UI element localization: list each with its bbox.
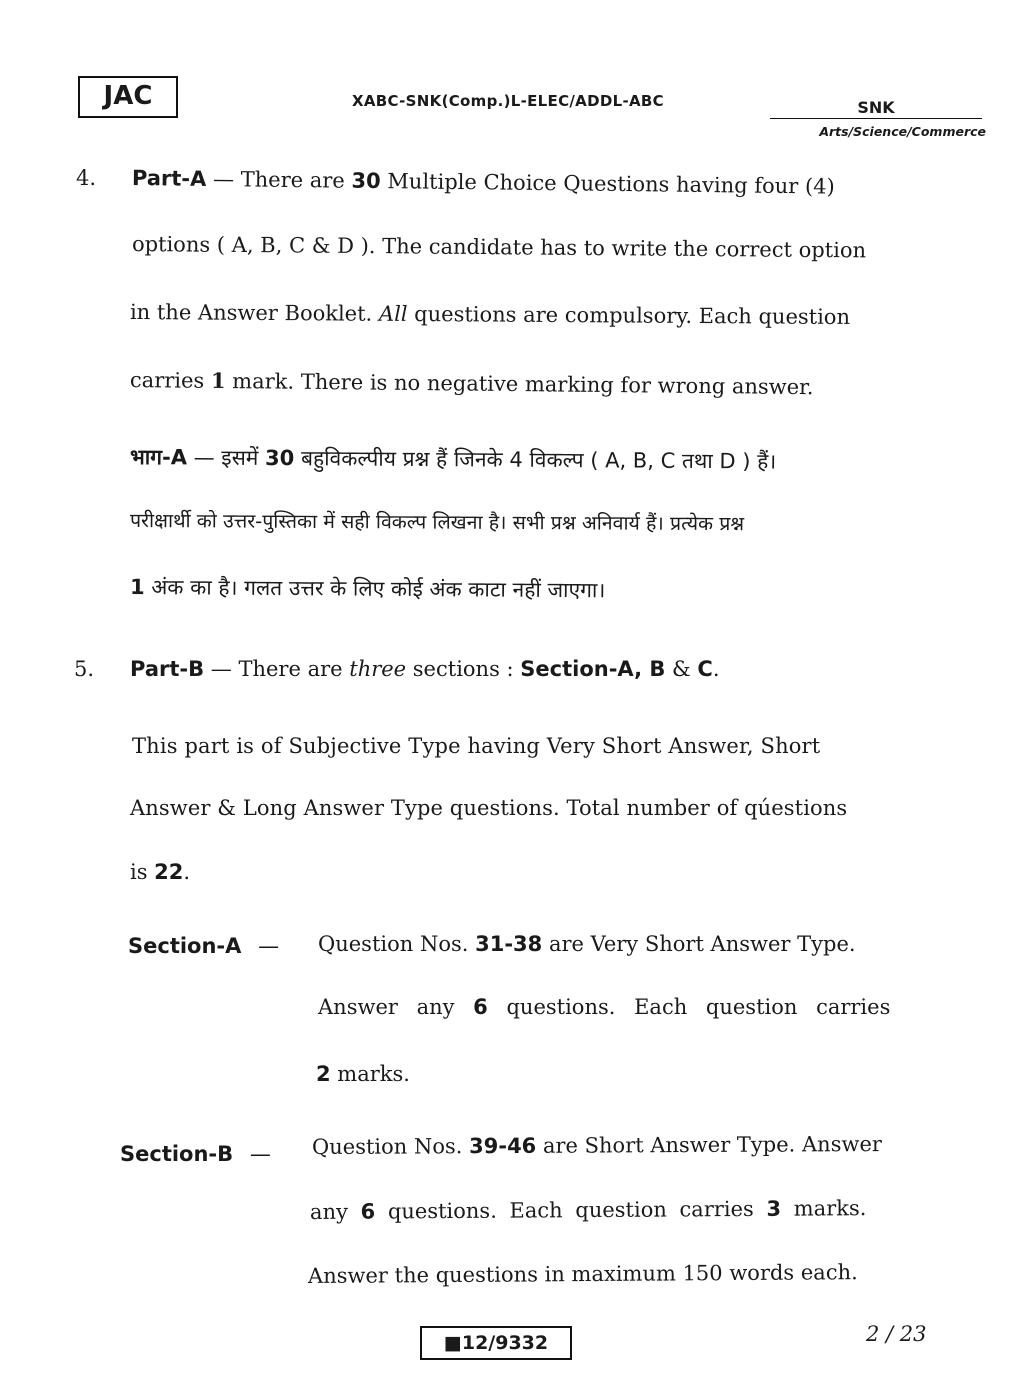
section-b-line-2: any 6 questions. Each question carries 3 marks. bbox=[309, 1196, 867, 1224]
section-b-heading: Section-B — bbox=[120, 1142, 271, 1166]
snk-code: SNK bbox=[770, 98, 982, 119]
board-logo-box bbox=[78, 76, 178, 118]
item-4-en-line-3: in the Answer Booklet. All questions are compulsory. Each question bbox=[129, 300, 851, 330]
item-4-hi-line-2: परीक्षार्थी को उत्तर-पुस्तिका में सही विकल्प लिखना है। सभी प्रश्न अनिवार्य हैं। प्रत्येक प्रश्न bbox=[129, 509, 745, 536]
part-a-label-hindi: भाग-A bbox=[129, 445, 188, 470]
item-4-number: 4. bbox=[76, 166, 97, 190]
footer-code-box bbox=[420, 1326, 572, 1360]
item-5-desc-line-1: This part is of Subjective Type having Very Short Answer, Short bbox=[132, 734, 821, 758]
item-4-hi-line-3: 1 अंक का है। गलत उत्तर के लिए कोई अंक काटा नहीं जाएगा। bbox=[129, 575, 606, 603]
section-b-line-3: Answer the questions in maximum 150 words each. bbox=[307, 1260, 858, 1288]
section-a-label: Section-A bbox=[128, 934, 242, 958]
section-a-heading: Section-A — bbox=[128, 934, 280, 958]
item-4-en-line-1: Part-A — There are 30 Multiple Choice Questions having four (4) bbox=[131, 166, 835, 199]
page-number: 2 / 23 bbox=[866, 1322, 927, 1346]
item-5-desc-line-2: Answer & Long Answer Type questions. Total number of qúestions bbox=[130, 796, 848, 820]
section-b-label: Section-B bbox=[120, 1142, 234, 1166]
part-b-label: Part-B bbox=[130, 657, 205, 681]
section-a-line-2: Answer any 6 questions. Each question carries bbox=[318, 995, 891, 1019]
item-5-number: 5. bbox=[74, 657, 95, 681]
footer-code: ■12/9332 bbox=[443, 1332, 549, 1354]
part-a-label: Part-A bbox=[131, 166, 207, 191]
section-a-line-1: Question Nos. 31-38 are Very Short Answer Type. bbox=[318, 932, 856, 956]
section-a-line-3: 2 marks. bbox=[316, 1062, 410, 1086]
streams-label: Arts/Science/Commerce bbox=[819, 124, 986, 139]
item-4-hi-line-1: भाग-A — इसमें 30 बहुविकल्पीय प्रश्न हैं जिनके 4 विकल्प ( A, B, C तथा D ) हैं। bbox=[129, 445, 777, 474]
board-name: JAC bbox=[103, 81, 153, 111]
paper-code: XABC-SNK(Comp.)L-ELEC/ADDL-ABC bbox=[352, 92, 664, 110]
section-b-line-1: Question Nos. 39-46 are Short Answer Type. Answer bbox=[311, 1132, 882, 1159]
item-5-intro: Part-B — There are three sections : Section-A, B & C. bbox=[130, 657, 720, 681]
item-4-en-line-2: options ( A, B, C & D ). The candidate has to write the correct option bbox=[131, 232, 867, 263]
item-5-desc-line-3: is 22. bbox=[130, 860, 191, 884]
item-4-en-line-4: carries 1 mark. There is no negative marking for wrong answer. bbox=[129, 367, 814, 400]
